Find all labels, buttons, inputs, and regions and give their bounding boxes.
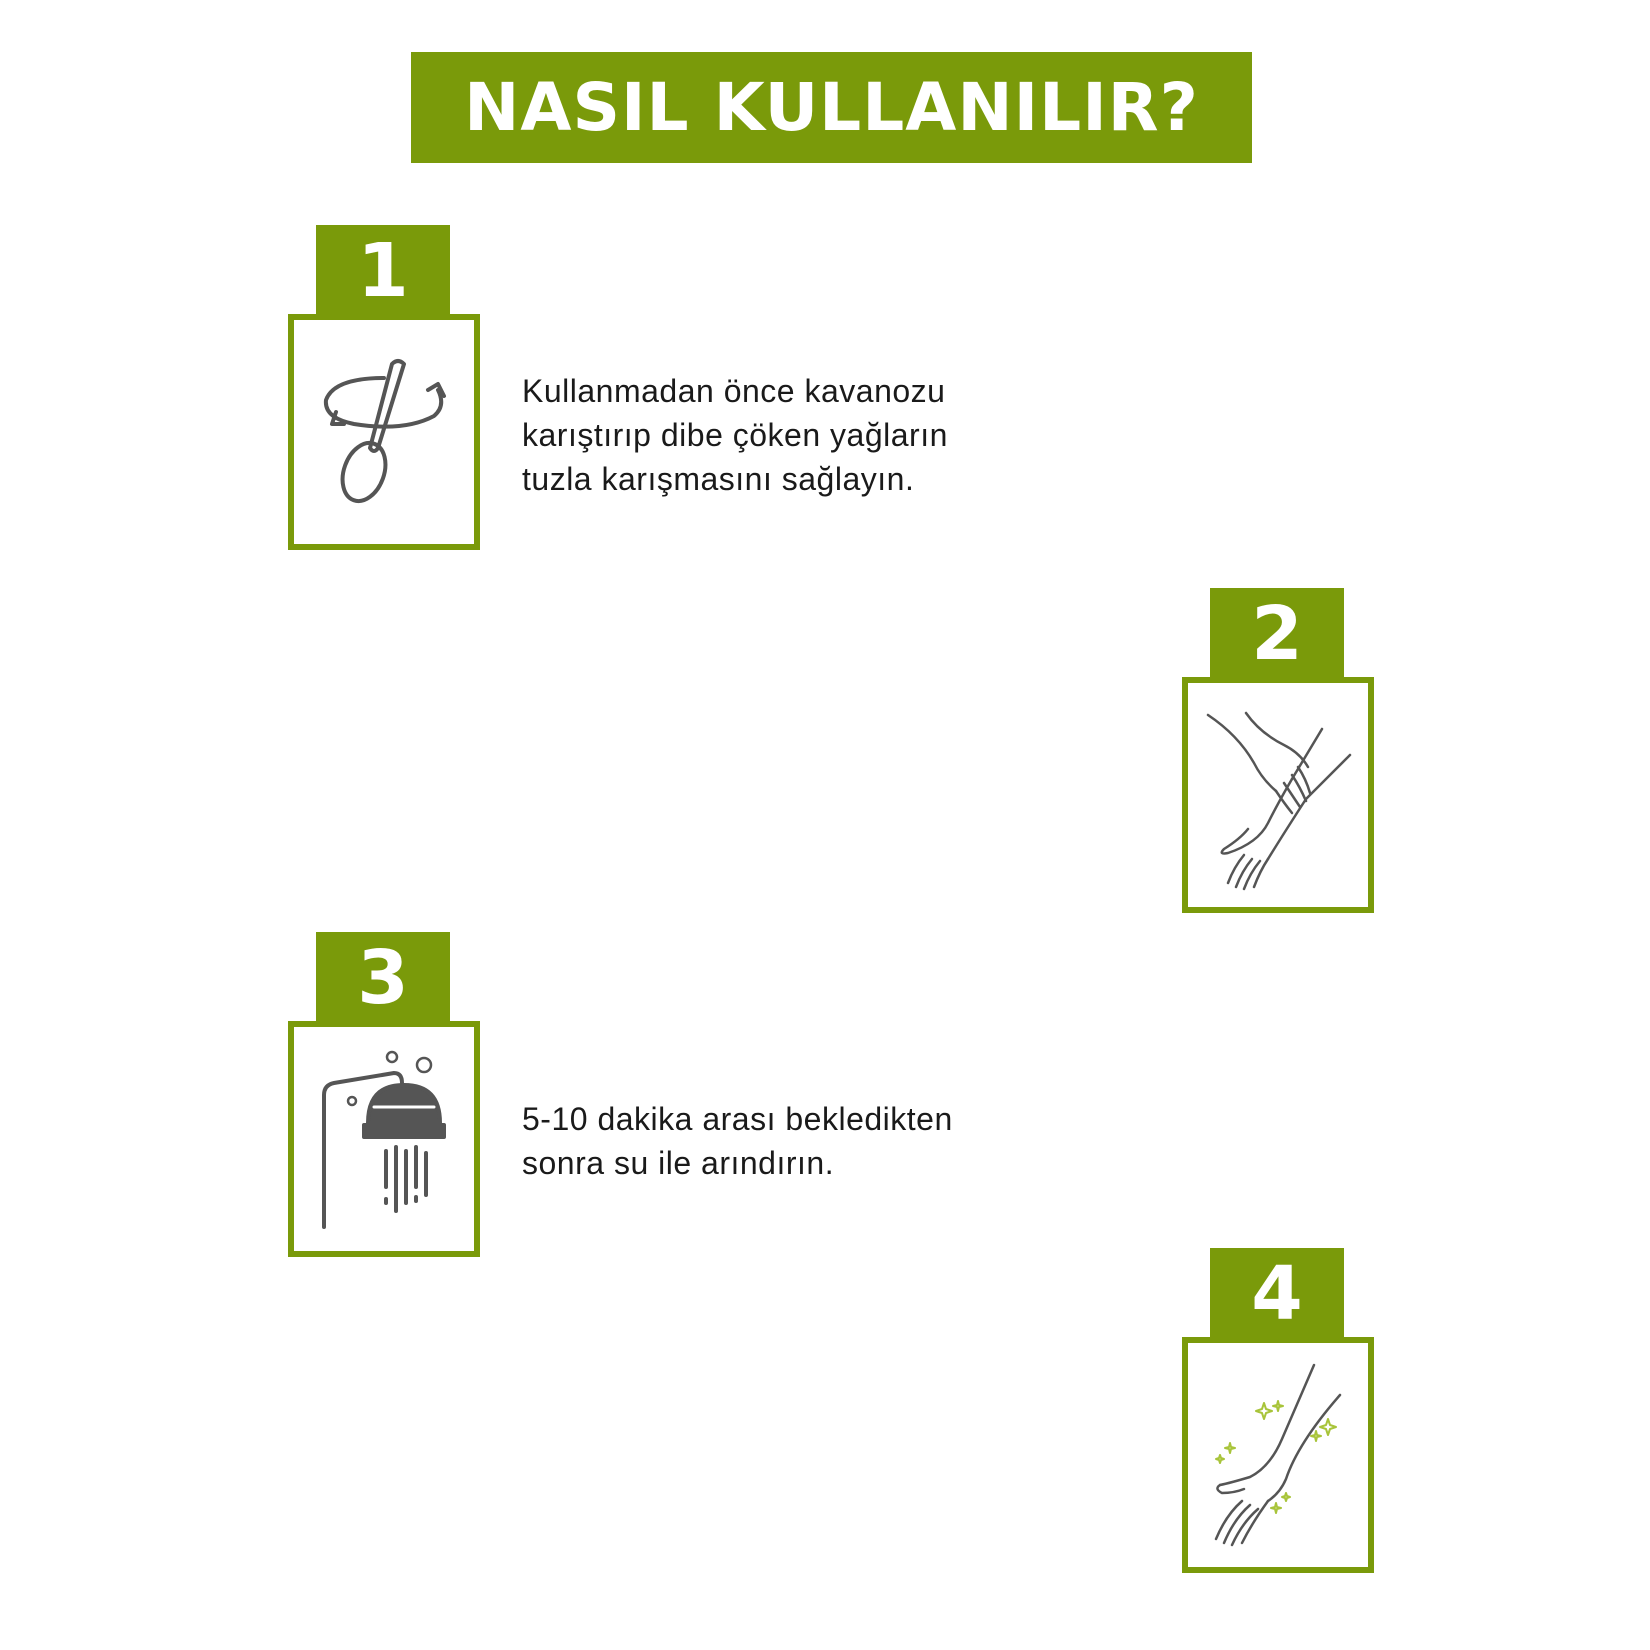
step-icon-frame [1182,1337,1374,1573]
spoon-stir-icon [294,320,474,544]
smooth-skin-arm-icon [1188,1343,1368,1567]
shower-icon [294,1027,474,1251]
step-text-line: 5-10 dakika arası bekledikten [522,1101,953,1137]
step-number-badge: 1 [316,225,450,317]
step-text-line: karıştırıp dibe çöken yağların [522,417,948,453]
hands-apply-icon [1188,683,1368,907]
step-text-line: tuzla karışmasını sağlayın. [522,461,915,497]
step-number-badge: 3 [316,932,450,1024]
step-text-line: Kullanmadan önce kavanozu [522,373,946,409]
step-text-line: sonra su ile arındırın. [522,1145,835,1181]
step-number-badge: 2 [1210,588,1344,680]
step-icon-frame [1182,677,1374,913]
step-1-text [522,369,948,501]
title-banner [411,52,1252,163]
step-number-badge: 4 [1210,1248,1344,1340]
step-3-text [522,1097,953,1185]
step-icon-frame [288,314,480,550]
page-title: NASIL KULLANILIR? [464,69,1199,146]
step-icon-frame [288,1021,480,1257]
